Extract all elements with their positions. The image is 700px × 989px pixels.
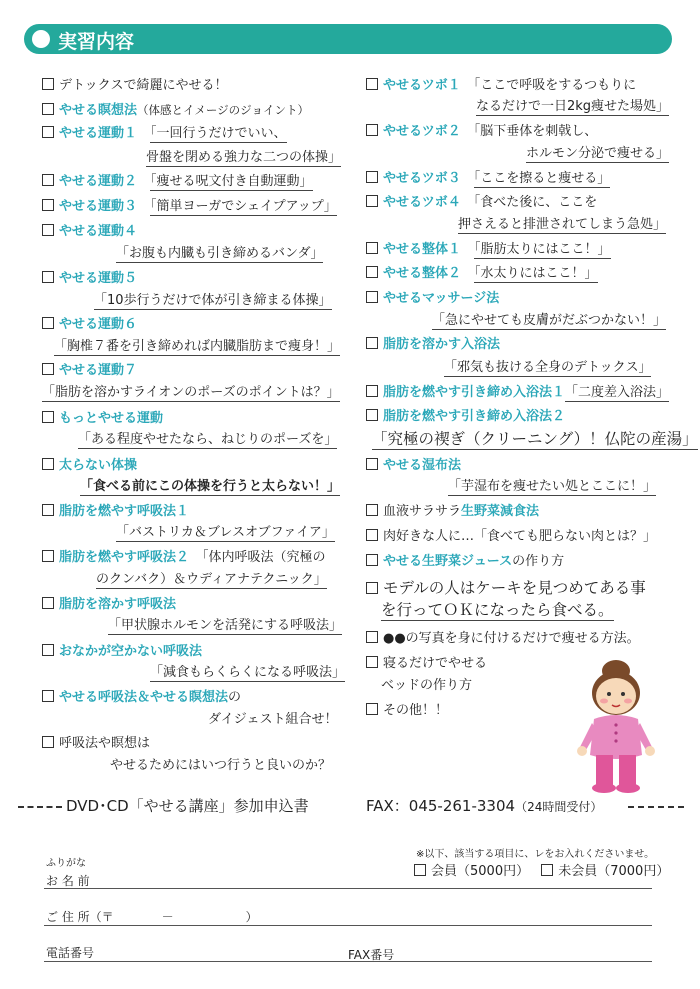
list-item: やせる整体２ 「水太りにはここ！」 — [366, 264, 598, 284]
name-field-line[interactable] — [44, 888, 652, 889]
list-item: その他！！ — [366, 701, 448, 721]
checkbox[interactable] — [42, 644, 54, 656]
checkbox[interactable] — [366, 385, 378, 397]
list-item-detail: 「バストリカ＆ブレスオブファイア」 — [116, 525, 335, 540]
list-item-detail: 「芋湿布を痩せたい処とここに！」 — [448, 479, 657, 494]
list-item-detail: 「急にやせても皮膚がだぶつかない！」 — [432, 313, 667, 328]
checkbox[interactable] — [366, 266, 378, 278]
list-item: やせるツボ４ 「食べた後に、ここを — [366, 193, 597, 213]
checkbox[interactable] — [42, 411, 54, 423]
list-item-detail: を行ってＯＫになったら食べる。 — [381, 601, 614, 619]
checkbox[interactable] — [366, 504, 378, 516]
list-item: やせる整体１ 「脂肪太りにはここ！」 — [366, 240, 611, 260]
form-title: DVD･CD「やせる講座」参加申込書 — [66, 797, 309, 815]
dashed-divider — [628, 806, 684, 808]
list-item: やせるツボ１ 「ここで呼吸をするつもりに — [366, 76, 636, 96]
list-item-detail: 押さえると排泄されてしまう急処」 — [458, 217, 667, 232]
checkbox[interactable] — [42, 690, 54, 702]
checkbox[interactable] — [42, 458, 54, 470]
membership-options: 会員（5000円） 未会員（7000円） — [414, 860, 669, 879]
phone-label: 電話番号 — [46, 946, 95, 960]
list-item-detail: 「10歩行うだけで体が引き締まる体操」 — [94, 293, 332, 308]
list-item-detail: ダイジェスト組合せ！ — [208, 712, 338, 727]
checkbox[interactable] — [42, 78, 54, 90]
furigana-label: ふりがな — [46, 858, 86, 869]
list-item-detail: やせるためにはいつ行うと良いのか？ — [110, 758, 332, 773]
phone-fax-field-line[interactable] — [44, 961, 652, 962]
list-item: やせる運動３ 「簡単ヨーガでシェイプアップ」 — [42, 197, 337, 217]
list-item: 脂肪を燃やす呼吸法２ 「体内呼吸法（究極の — [42, 548, 326, 568]
list-item: 血液サラサラ生野菜減食法 — [366, 502, 539, 522]
checkbox[interactable] — [366, 171, 378, 183]
list-item-detail: 「ある程度やせたなら、ねじりのポーズを」 — [78, 432, 338, 447]
checkbox[interactable] — [366, 195, 378, 207]
list-item: やせる瞑想法（体感とイメージのジョイント） — [42, 100, 309, 121]
list-item: やせるマッサージ法 — [366, 289, 499, 309]
checkbox[interactable] — [42, 597, 54, 609]
list-item-detail: ベッドの作り方 — [381, 678, 473, 693]
list-item: 脂肪を溶かす呼吸法 — [42, 595, 176, 615]
list-item: 寝るだけでやせる — [366, 654, 487, 674]
list-item-detail: ホルモン分泌で痩せる」 — [526, 146, 670, 161]
list-item: 脂肪を燃やす引き締め入浴法１「二度差入浴法」 — [366, 383, 669, 403]
list-item: 脂肪を溶かす入浴法 — [366, 335, 500, 355]
checkbox[interactable] — [366, 631, 378, 643]
list-item: 太らない体操 — [42, 456, 137, 476]
list-item: 脂肪を燃やす呼吸法１ — [42, 502, 189, 522]
checkbox[interactable] — [42, 103, 54, 115]
member-checkbox[interactable] — [414, 864, 426, 876]
name-label: お 名 前 — [46, 874, 90, 888]
list-item-detail: 「甲状腺ホルモンを活発にする呼吸法」 — [108, 618, 343, 633]
section-title: 実習内容 — [58, 31, 135, 53]
checkbox[interactable] — [366, 409, 378, 421]
checkbox[interactable] — [366, 124, 378, 136]
list-item: もっとやせる運動 — [42, 409, 163, 429]
list-item: やせるツボ３ 「ここを擦ると痩せる」 — [366, 169, 610, 189]
list-item-detail: 「食べる前にこの体操を行うと太らない！」 — [80, 479, 341, 494]
address-label: ご 住 所（〒 － ） — [46, 910, 258, 924]
list-item-detail: 「胸椎７番を引き締めれば内臓脂肪まで痩身！」 — [54, 339, 341, 354]
list-item: デトックスで綺麗にやせる！ — [42, 76, 227, 96]
form-note: ※以下、該当する項目に、レをお入れくださいませ。 — [416, 849, 655, 860]
nonmember-checkbox[interactable] — [541, 864, 553, 876]
list-item: やせる運動５ — [42, 269, 137, 289]
checkbox[interactable] — [366, 242, 378, 254]
list-item: やせる運動６ — [42, 315, 137, 335]
list-item: 脂肪を燃やす引き締め入浴法２ — [366, 407, 565, 427]
checkbox[interactable] — [42, 363, 54, 375]
form-fax: FAX：045-261-3304（24時間受付） — [366, 797, 603, 815]
checkbox[interactable] — [42, 317, 54, 329]
checkbox[interactable] — [366, 337, 378, 349]
checkbox[interactable] — [42, 271, 54, 283]
list-item: やせる生野菜ジュースの作り方 — [366, 552, 564, 572]
list-item: やせる呼吸法＆やせる瞑想法の — [42, 688, 241, 708]
woman-illustration — [572, 655, 660, 795]
checkbox[interactable] — [42, 126, 54, 138]
checkbox[interactable] — [42, 550, 54, 562]
checkbox[interactable] — [42, 504, 54, 516]
checkbox[interactable] — [366, 291, 378, 303]
list-item-detail: 「脂肪を溶かすライオンのポーズのポイントは？」 — [42, 385, 340, 400]
fax-label: FAX番号 — [348, 948, 395, 962]
list-item-detail: のクンバク）＆ウディアナテクニック」 — [96, 572, 327, 587]
address-field-line[interactable] — [44, 925, 652, 926]
checkbox[interactable] — [366, 78, 378, 90]
checkbox[interactable] — [366, 656, 378, 668]
list-item: ●●の写真を身に付けるだけで痩せる方法。 — [366, 629, 640, 649]
list-item: おなかが空かない呼吸法 — [42, 642, 202, 662]
list-item: やせる運動２ 「痩せる呪文付き自動運動」 — [42, 172, 313, 192]
checkbox[interactable] — [366, 458, 378, 470]
section-header — [24, 24, 672, 54]
list-item-detail: なるだけで一日2kg痩せた場処」 — [476, 99, 670, 114]
dashed-divider — [18, 806, 62, 808]
checkbox[interactable] — [366, 703, 378, 715]
checkbox[interactable] — [42, 174, 54, 186]
checkbox[interactable] — [366, 582, 378, 594]
list-item-detail: 「減食もらくらくになる呼吸法」 — [150, 665, 346, 680]
list-item-detail: 「お腹も内臓も引き締めるバンダ」 — [116, 246, 324, 261]
checkbox[interactable] — [366, 529, 378, 541]
list-item: モデルの人はケーキを見つめてある事 — [366, 578, 646, 598]
list-item: やせる運動１ 「一回行うだけでいい、 — [42, 124, 287, 144]
list-item: やせる湿布法 — [366, 456, 461, 476]
checkbox[interactable] — [42, 736, 54, 748]
list-item: やせるツボ２ 「脳下垂体を刺戟し、 — [366, 122, 597, 142]
circle-icon — [32, 30, 50, 48]
list-item-detail: 「究極の禊ぎ（クリーニング）！仏陀の産湯」 — [372, 430, 698, 448]
checkbox[interactable] — [42, 224, 54, 236]
checkbox[interactable] — [366, 554, 378, 566]
list-item: 肉好きな人に…「食べても肥らない肉とは？」 — [366, 527, 656, 547]
list-item: 呼吸法や瞑想は — [42, 734, 150, 754]
list-item-detail: 「邪気も抜ける全身のデトックス」 — [444, 360, 652, 375]
list-item-detail: 骨盤を閉める強力な二つの体操」 — [146, 150, 342, 165]
list-item: やせる運動４ — [42, 222, 137, 242]
checkbox[interactable] — [42, 199, 54, 211]
list-item: やせる運動７ — [42, 361, 137, 381]
